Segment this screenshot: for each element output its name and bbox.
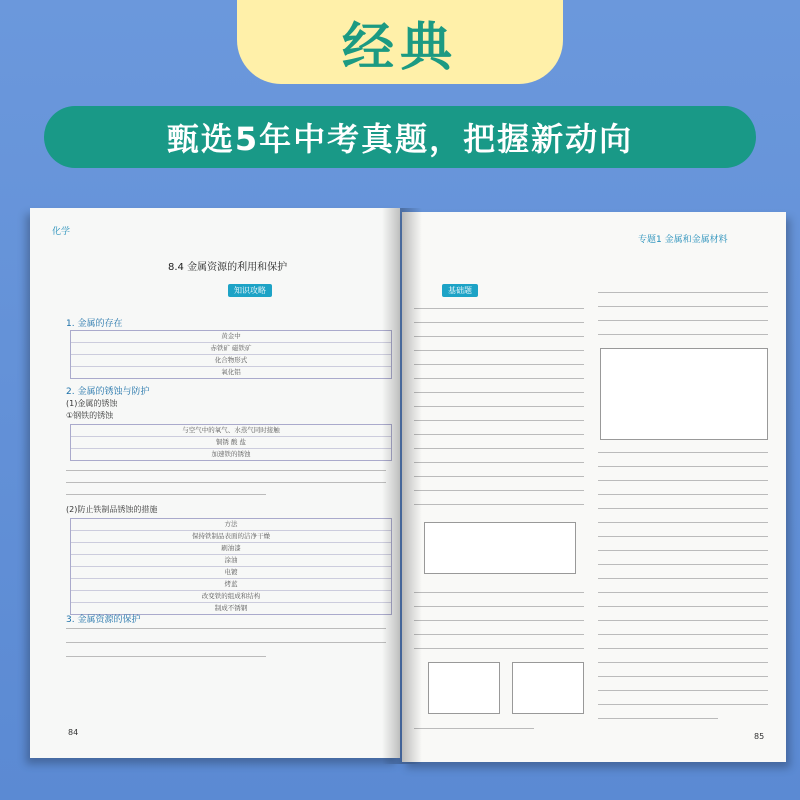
text-line xyxy=(598,662,768,663)
text-line xyxy=(414,648,584,649)
text-line xyxy=(414,434,584,435)
open-book xyxy=(30,208,786,768)
table-1: 黄金中 赤铁矿 磁铁矿 化合物形式 氧化铝 xyxy=(70,330,392,379)
right-page-number: 85 xyxy=(754,732,765,741)
item-1: 1. 金属的存在 xyxy=(66,319,123,329)
text-line xyxy=(598,648,768,649)
item-4: ①钢铁的锈蚀 xyxy=(66,411,114,420)
text-line xyxy=(598,704,768,705)
text-line xyxy=(598,676,768,677)
text-line xyxy=(414,392,584,393)
experiment-table xyxy=(600,348,768,440)
text-line xyxy=(598,494,768,495)
text-line xyxy=(598,564,768,565)
table-3: 方法 保持铁制品表面的洁净干燥 刷油漆 涂油 电镀 烤蓝 改变铁的组成和结构 制成不锈钢 xyxy=(70,518,392,615)
text-line xyxy=(598,452,768,453)
text-line xyxy=(414,336,584,337)
text-line xyxy=(414,420,584,421)
text-line xyxy=(414,634,584,635)
text-line xyxy=(414,592,584,593)
text-line xyxy=(414,728,534,729)
tab-title: 经典 xyxy=(341,17,458,78)
text-line xyxy=(414,308,584,309)
graph-figure-2 xyxy=(512,662,584,714)
text-line xyxy=(414,406,584,407)
item-3: (1)金属的锈蚀 xyxy=(66,399,118,408)
classic-tab xyxy=(237,0,563,84)
text-line xyxy=(66,628,386,629)
text-line xyxy=(598,718,718,719)
text-line xyxy=(598,550,768,551)
table-2: 与空气中的氧气、水蒸气同时接触 铜锈 酸 盐 加速铁的锈蚀 xyxy=(70,424,392,461)
text-line xyxy=(66,642,386,643)
apparatus-figure xyxy=(424,522,576,574)
text-line xyxy=(414,476,584,477)
left-page-number: 84 xyxy=(68,728,79,737)
text-line xyxy=(66,470,386,471)
item-2: 2. 金属的锈蚀与防护 xyxy=(66,387,150,397)
left-header: 化学 xyxy=(52,227,71,237)
text-line xyxy=(598,292,768,293)
text-line xyxy=(598,306,768,307)
text-line xyxy=(414,448,584,449)
text-line xyxy=(598,522,768,523)
text-line xyxy=(414,462,584,463)
graph-figure-1 xyxy=(428,662,500,714)
right-header: 专题1 金属和金属材料 xyxy=(638,235,728,245)
basic-badge: 基础题 xyxy=(442,284,478,297)
text-line xyxy=(598,606,768,607)
text-line xyxy=(598,466,768,467)
item-6: 3. 金属资源的保护 xyxy=(66,615,141,625)
text-line xyxy=(414,606,584,607)
text-line xyxy=(414,322,584,323)
book-gutter xyxy=(382,208,422,764)
text-line xyxy=(598,592,768,593)
text-line xyxy=(414,350,584,351)
text-line xyxy=(598,690,768,691)
left-page xyxy=(30,208,400,758)
text-line xyxy=(598,508,768,509)
text-line xyxy=(598,634,768,635)
text-line xyxy=(66,494,266,495)
text-line xyxy=(598,578,768,579)
text-line xyxy=(414,620,584,621)
item-5: (2)防止铁制品锈蚀的措施 xyxy=(66,505,158,514)
text-line xyxy=(414,504,584,505)
text-line xyxy=(414,364,584,365)
banner-text: 甄选5年中考真题，把握新动向 xyxy=(166,120,634,158)
text-line xyxy=(414,378,584,379)
text-line xyxy=(66,656,266,657)
text-line xyxy=(598,536,768,537)
text-line xyxy=(598,320,768,321)
right-page xyxy=(402,212,786,762)
text-line xyxy=(598,334,768,335)
text-line xyxy=(598,620,768,621)
knowledge-badge: 知识攻略 xyxy=(228,284,272,297)
section-title: 8.4 金属资源的利用和保护 xyxy=(168,262,288,273)
headline-banner xyxy=(44,106,756,168)
text-line xyxy=(414,490,584,491)
text-line xyxy=(598,480,768,481)
text-line xyxy=(66,482,386,483)
